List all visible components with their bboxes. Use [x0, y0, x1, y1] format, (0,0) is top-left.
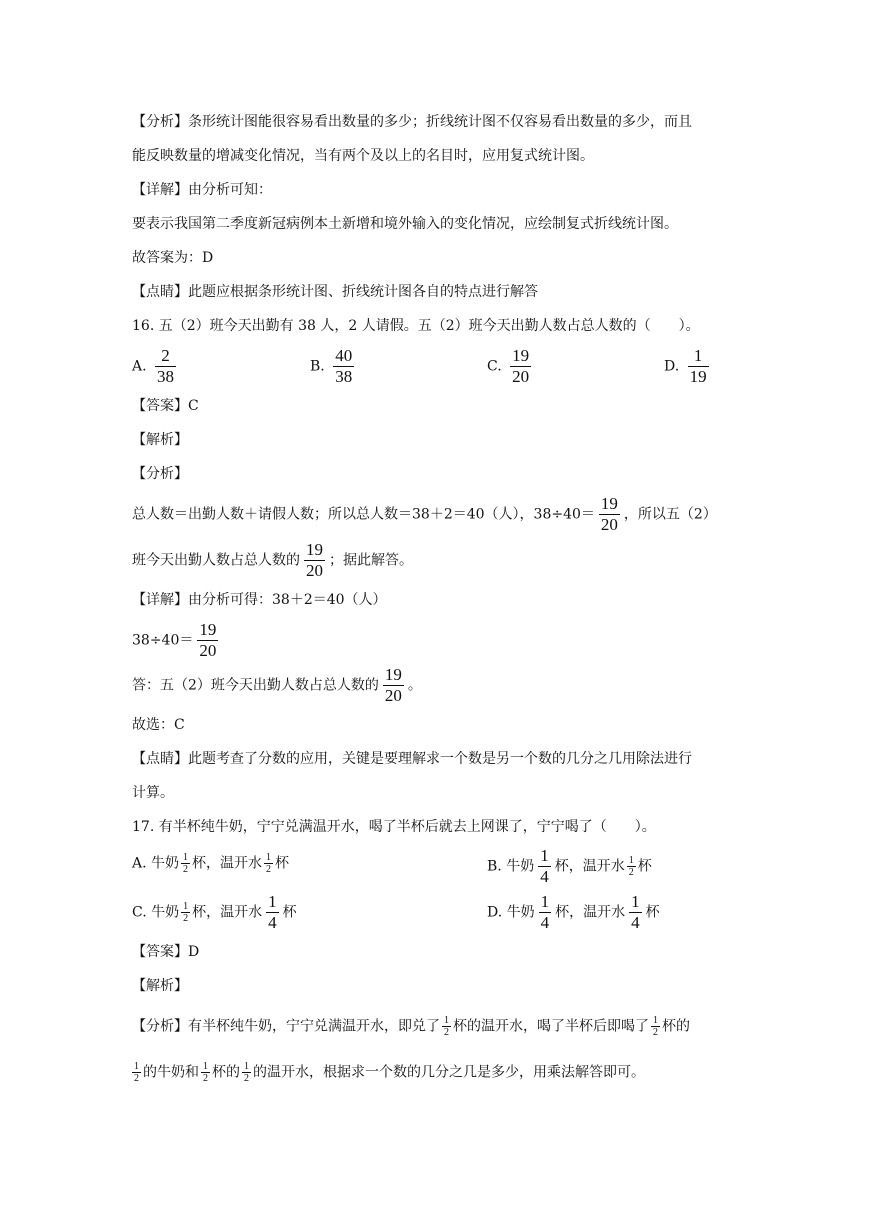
q17-analysis-line2: $\frac{1}{2}$ 的牛奶和 $\frac{1}{2}$ 杯的 $\frac{1}{2}$ 的温开水，根据求一个数的几分之几是多少，用乘法解答即可。 [134, 1061, 645, 1084]
q17-answer: 【答案】D [132, 944, 200, 960]
q17-question: 17. 有半杯纯牛奶，宁宁兑满温开水，喝了半杯后就去上网课了，宁宁喝了（ ）。 [132, 819, 656, 835]
fraction-19-20: $\frac{19}{20}$ [306, 540, 323, 580]
q16-fenxi: 【分析】 [132, 466, 188, 482]
q16-question: 16. 五（2）班今天出勤有 38 人，2 人请假。五（2）班今天出勤人数占总人数的（ ）。 [132, 318, 700, 334]
option-label: C. [487, 358, 502, 375]
denominator: 38 [157, 367, 175, 386]
denominator: 20 [512, 367, 530, 386]
q15-comment: 【点睛】此题应根据条形统计图、折线统计图各自的特点进行解答 [132, 284, 538, 300]
q15-final-answer: 故答案为：D [132, 250, 214, 266]
q16-comment-line1: 【点睛】此题考查了分数的应用，关键是要理解求一个数是另一个数的几分之几用除法进行 [132, 751, 692, 767]
option-fraction [333, 346, 354, 387]
q16-jiexi: 【解析】 [132, 432, 188, 448]
numerator: 1 [693, 346, 703, 365]
q16-comment-line2: 计算。 [132, 785, 174, 801]
q16-detail: 【详解】由分析可得：38＋2＝40（人） [132, 592, 387, 608]
q15-analysis-line2: 能反映数量的增减变化情况，当有两个及以上的名目时，应用复式统计图。 [132, 148, 594, 164]
option-fraction [155, 346, 176, 387]
q17-option-c: C. 牛奶 $\frac{1}{2}$ 杯，温开水 $\frac{1}{4}$ 杯 [132, 892, 297, 932]
q16-answer-statement: 答：五（2）班今天出勤人数占总人数的 $\frac{19}{20}$ 。 [132, 665, 422, 705]
q16-option-b [310, 346, 358, 387]
q16-option-c [487, 346, 535, 387]
q15-detail-line2: 要表示我国第二季度新冠病例本土新增和境外输入的变化情况，应绘制复式折线统计图。 [132, 216, 678, 232]
q16-calc: 38÷40＝ $\frac{19}{20}$ [132, 620, 217, 660]
q15-analysis-line1: 【分析】条形统计图能很容易看出数量的多少；折线统计图不仅容易看出数量的多少，而且 [132, 114, 692, 130]
q17-analysis-line1: 【分析】有半杯纯牛奶，宁宁兑满温开水，即兑了 $\frac{1}{2}$ 杯的温开水，喝了半杯后即喝了 $\frac{1}{2}$ 杯的 [132, 1015, 690, 1038]
option-label: D. [664, 358, 680, 375]
q17-option-a: A. 牛奶 $\frac{1}{2}$ 杯，温开水 $\frac{1}{2}$ 杯 [132, 852, 290, 875]
q17-option-d: D. 牛奶 $\frac{1}{4}$ 杯，温开水 $\frac{1}{4}$ 杯 [487, 892, 660, 932]
q17-option-b: B. 牛奶 $\frac{1}{4}$ 杯，温开水 $\frac{1}{2}$ 杯 [487, 846, 652, 886]
q16-analysis-line1: 总人数＝出勤人数＋请假人数；所以总人数＝38＋2＝40（人），38÷40＝ $\frac{19}{20}$ ，所以五（2） [132, 494, 717, 534]
fraction-19-20: $\frac{19}{20}$ [199, 620, 217, 660]
option-label: A. [132, 358, 147, 375]
numerator: 40 [335, 346, 353, 365]
q16-option-d [664, 346, 713, 387]
option-fraction [688, 346, 709, 387]
denominator: 19 [689, 367, 707, 386]
q16-final: 故选：C [132, 717, 185, 733]
numerator: 2 [161, 346, 170, 365]
fraction-19-20: $\frac{19}{20}$ [600, 494, 618, 534]
q15-detail: 【详解】由分析可知： [132, 182, 272, 198]
q16-analysis-line2: 班今天出勤人数占总人数的 $\frac{19}{20}$ ；据此解答。 [132, 540, 413, 580]
fraction-19-20: $\frac{19}{20}$ [384, 665, 402, 705]
option-fraction [510, 346, 531, 387]
q16-option-a [132, 346, 180, 387]
numerator: 19 [512, 346, 530, 365]
q16-answer: 【答案】C [132, 398, 199, 414]
option-label: B. [310, 358, 325, 375]
q17-jiexi: 【解析】 [132, 978, 188, 994]
denominator: 38 [335, 367, 353, 386]
